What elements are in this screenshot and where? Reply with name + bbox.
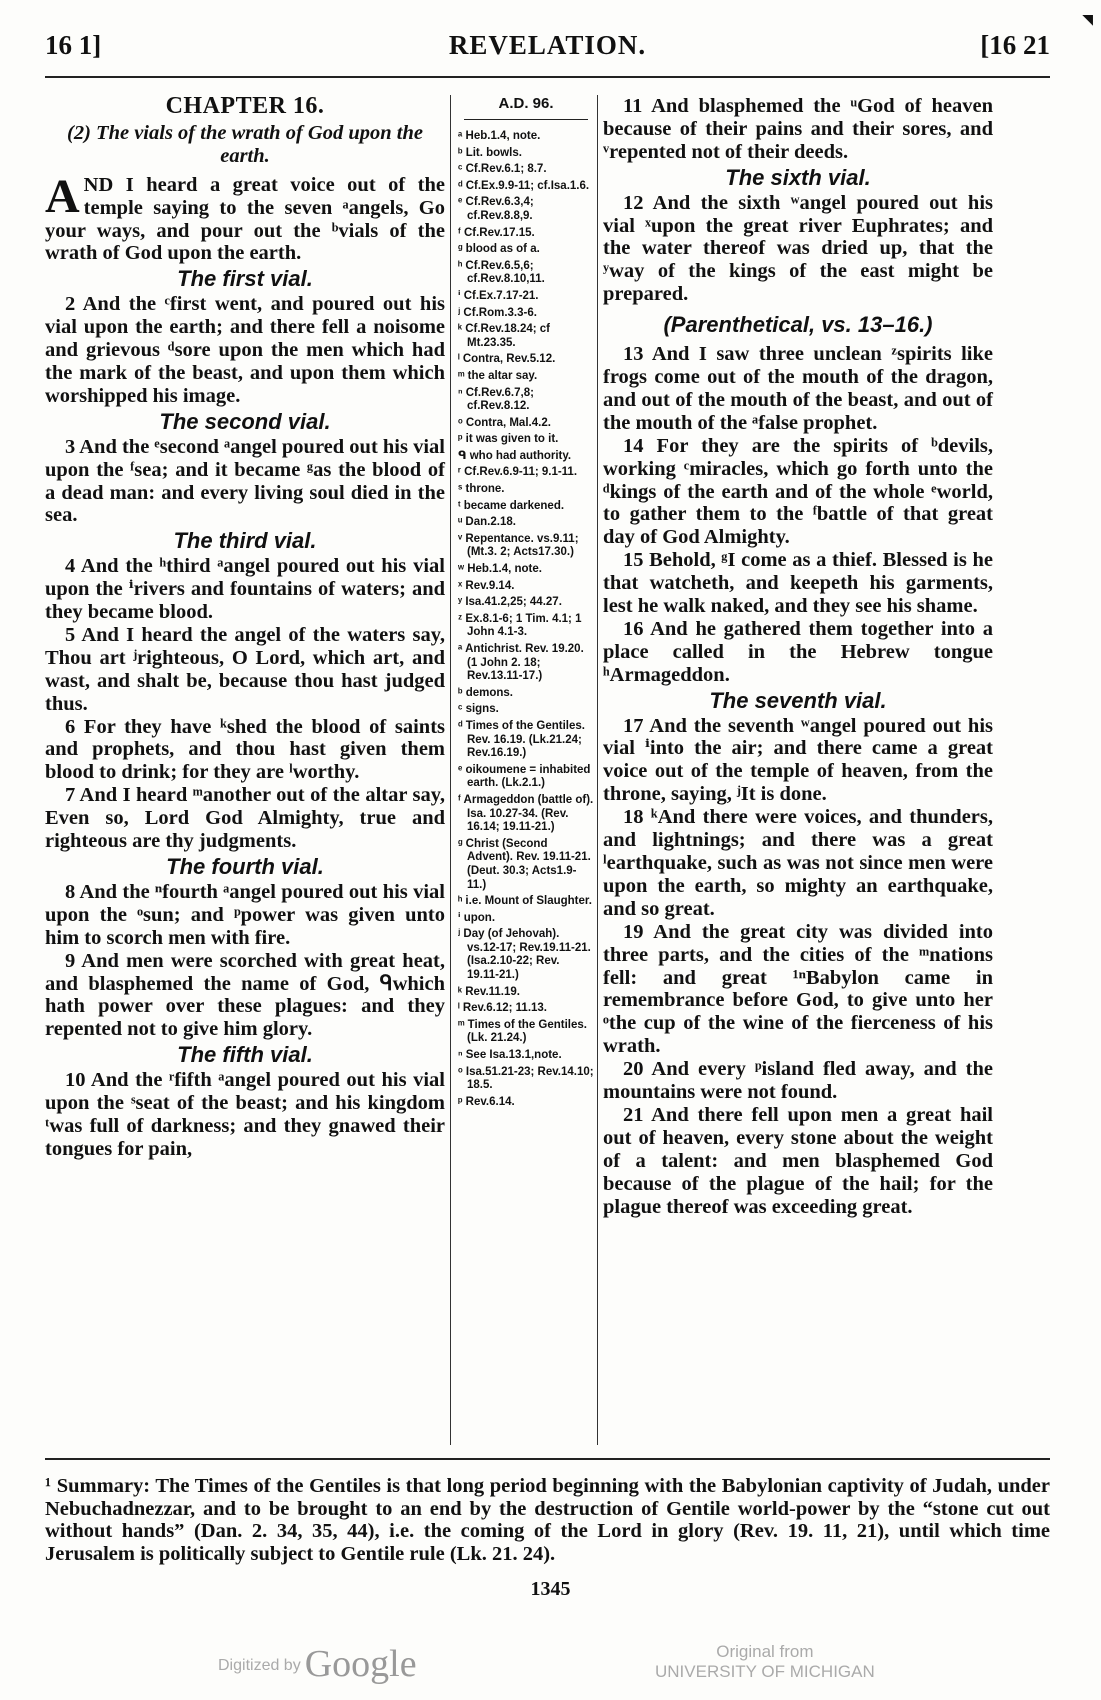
verse-16: 16 And he gathered them together into a place called in the Hebrew tongue ʰArmageddon. [603,617,993,686]
left-column [45,95,445,1161]
chapter-heading: CHAPTER 16. [165,93,325,119]
verse-7: 7 And I heard ᵐanother out of the altar say, Even so, Lord God Almighty, true and righteous are thy judgments. [45,784,445,853]
marginal-note: ᵘ Dan.2.18. [458,516,516,529]
marginal-notes [458,130,594,1109]
marginal-note: ˢ throne. [458,483,505,496]
page-number: 1345 [530,1578,571,1600]
verse-2: 2 And the ᶜfirst went, and poured out his vial upon the earth; and there fell a noisome and grievous ᵈsore upon the men which had the mark of the beast, and upon them which worshipped his image. [45,293,445,407]
heading-third-vial: The third vial. [173,528,317,554]
marginal-note: ᶜ Cf.Rev.6.1; 8.7. [458,163,547,176]
heading-sixth-vial: The sixth vial. [725,164,871,190]
marginal-note: ᵒ Isa.51.21-23; Rev.14.10; 18.5. [458,1065,594,1092]
marginal-note: ᵖ Rev.6.14. [458,1095,515,1108]
verse-18: 18 ᵏAnd there were voices, and thunders, and lightnings; and there was a great ˡearthquake, such as was not since men were upon the earth, so mighty an earthquake, and so great. [603,806,993,920]
marginal-note: ᶻ Ex.8.1-6; 1 Tim. 4.1; 1 John 4.1-3. [458,612,582,639]
marginal-note: ᵉ Cf.Rev.6.3,4; cf.Rev.8.8,9. [458,196,534,222]
date-rule [464,119,588,120]
marginal-note: ᶠ Armageddon (battle of). Isa. 10.27-34. (Rev. 16.14; 19.11-21.) [458,793,594,834]
digitized-watermark [218,1642,417,1686]
marginal-note: ⁱ Cf.Ex.7.17-21. [458,289,539,302]
marginal-note: ʷ Heb.1.4, note. [458,563,542,576]
verse-10: 10 And the ʳfifth ᵃangel poured out his vial upon the ˢseat of the beast; and his kingdom ᵗwas full of darkness; and they gnawed their tongues for pain, [45,1069,445,1160]
marginal-note: ʳ Cf.Rev.6.9-11; 9.1-11. [458,466,578,479]
marginal-note: ᵒ Contra, Mal.4.2. [458,416,551,429]
heading-seventh-vial: The seventh vial. [709,687,887,713]
heading-second-vial: The second vial. [159,408,331,434]
verse-13: 13 And I saw three unclean ᶻspirits like frogs come out of the mouth of the dragon, and out of the mouth of the beast, and out of the mouth of the ᵃfalse prophet. [603,343,993,434]
marginal-note: ᵐ Times of the Gentiles. (Lk. 21.24.) [458,1018,587,1045]
marginal-note: ˡ Rev.6.12; 11.13. [458,1002,548,1015]
heading-fifth-vial: The fifth vial. [177,1042,313,1068]
marginal-note: ᵍ Christ (Second Advent). Rev. 19.11-21. (Deut. 30.3; Acts1.9-11.) [458,837,591,891]
verse-21: 21 And there fell upon men a great hail out of heaven, every stone about the weight of a talent: and men blasphemed God because of the plague of the hail; for the plague thereof was exceeding great. [603,1103,993,1218]
verse-6: 6 For they have ᵏshed the blood of saints and prophets, and thou hast given them blood to drink; for they are ˡworthy. [45,715,445,784]
marginal-note: ˣ Rev.9.14. [458,579,515,592]
verse-20: 20 And every ᵖisland fled away, and the mountains were not found. [603,1058,993,1104]
verse-9: 9 And men were scorched with great heat, and blasphemed the name of God, ᑫwhich hath power over these plagues: and they repented not to give him glory. [45,949,445,1041]
corner-mark-icon: ◥ [1082,13,1093,28]
verse-4: 4 And the ʰthird ᵃangel poured out his vial upon the ⁱrivers and fountains of waters; and they became blood. [45,555,445,624]
marginal-note: ᵃ Antichrist. Rev. 19.20. (1 John 2. 18; Rev.13.11-17.) [458,643,584,683]
verse-5: 5 And I heard the angel of the waters say, Thou art ʲrighteous, O Lord, which art, and wast, and shalt be, because thou hast judged thus. [45,623,445,715]
marginal-note: ⁱ upon. [458,911,496,924]
verse-12: 12 And the sixth ʷangel poured out his vial ˣupon the great river Euphrates; and the water thereof was dried up, that the ʸway of the kings of the east might be prepared. [603,191,993,306]
footnote: ¹ Summary: The Times of the Gentiles is that long period beginning with the Babylonian captivity of Judah, under Nebuchadnezzar, and to be brought to an end by the destruction of Gentile world-power by the “stone cut out without hands” (Dan. 2. 34, 35, 44), i.e. the coming of the Lord in glory (Rev. 19. 11, 21), until which time Jerusalem is politically subject to Gentile rule (Lk. 21. 24). [45,1475,1050,1565]
reference-column [458,95,594,1112]
google-logo: Google [304,1643,417,1685]
marginal-note: ʰ Cf.Rev.6.5,6; cf.Rev.8.10,11. [458,259,545,286]
running-header [45,30,1050,70]
digitized-label: Digitized by [218,1657,301,1674]
marginal-note: ᶠ Cf.Rev.17.15. [458,226,535,239]
right-column [603,95,993,1219]
column-divider-right [597,95,598,1445]
header-title: REVELATION. [448,30,647,60]
marginal-note: ᵉ oikoumene = inhabited earth. (Lk.2.1.) [458,763,591,790]
marginal-note: ᵐ the altar say. [458,369,538,382]
marginal-note: ᵏ Rev.11.19. [458,985,520,998]
heading-parenthetical: (Parenthetical, vs. 13–16.) [663,312,933,338]
marginal-note: ⁿ Cf.Rev.6.7,8; cf.Rev.8.12. [458,386,534,413]
origin-line-1: Original from [716,1642,814,1661]
marginal-note: ᑫ who had authority. [458,449,572,462]
verse-1 [45,169,445,266]
marginal-note: ᵈ Cf.Ex.9.9-11; cf.Isa.1.6. [458,179,590,192]
verse-11: 11 And blasphemed the ᵘGod of heaven because of their pains and their sores, and ᵛrepented not of their deeds. [603,95,993,163]
marginal-note: ʰ i.e. Mount of Slaughter. [458,895,592,908]
marginal-note: ᶜ signs. [458,703,499,716]
chapter-subtitle: (2) The vials of the wrath of God upon the earth. [67,121,423,167]
marginal-note: ᵈ Times of the Gentiles. Rev. 16.19. (Lk.21.24; Rev.16.19.) [458,719,585,760]
marginal-note: ˡ Contra, Rev.5.12. [458,353,556,366]
verse-1-text: ND I heard a great voice out of the temple saying to the seven ᵃangels, Go your ways, and pour out the ᵇvials of the wrath of God upon the earth. [45,173,445,265]
verse-3: 3 And the ᵉsecond ᵃangel poured out his vial upon the ᶠsea; and it became ᵍas the blood of a dead man: and every living soul died in the sea. [45,435,445,527]
marginal-note: ʸ Isa.41.2,25; 44.27. [458,596,562,609]
date-label: A.D. 96. [498,95,554,112]
verse-19: 19 And the great city was divided into three parts, and the cities of the ᵐnations fell: and great ¹ⁿBabylon came in remembrance before God, to give unto her ᵒthe cup of the wine of the fierceness of his wrath. [603,920,993,1058]
header-right: [16 21 [980,30,1050,60]
verse-17: 17 And the seventh ʷangel poured out his vial ⁱinto the air; and there came a great voice out of the temple of heaven, from the throne, saying, ʲIt is done. [603,714,993,806]
marginal-note: ᵍ blood as of a. [458,243,540,256]
marginal-note: ᵏ Cf.Rev.18.24; cf Mt.23.35. [458,323,550,349]
heading-fourth-vial: The fourth vial. [166,854,324,879]
origin-line-2: UNIVERSITY OF MICHIGAN [655,1662,875,1681]
marginal-note: ⁿ See Isa.13.1,note. [458,1049,562,1062]
marginal-note: ʲ Day (of Jehovah). vs.12-17; Rev.19.11-21. (Isa.2.10-22; Rev. 19.11-21.) [458,928,591,982]
marginal-note: ᵛ Repentance. vs.9.11; (Mt.3. 2; Acts17.30.) [458,532,579,559]
marginal-note: ᵗ became darkened. [458,499,565,512]
header-left: 16 1] [45,30,102,60]
heading-first-vial: The first vial. [177,266,313,292]
drop-cap: A [45,169,80,223]
marginal-note: ᵃ Heb.1.4, note. [458,130,541,142]
verse-8: 8 And the ⁿfourth ᵃangel poured out his vial upon the ᵒsun; and ᵖpower was given unto him to scorch men with fire. [45,880,445,949]
origin-watermark [655,1642,875,1682]
verse-14: 14 For they are the spirits of ᵇdevils, working ᶜmiracles, which go forth unto the ᵈkings of the earth and of the whole ᵉworld, to gather them to the ᶠbattle of that great day of God Almighty. [603,434,993,549]
header-rule [45,76,1050,78]
marginal-note: ᵇ demons. [458,686,513,699]
marginal-note: ᵇ Lit. bowls. [458,146,522,159]
column-divider-left [450,95,451,1445]
marginal-note: ʲ Cf.Rom.3.3-6. [458,306,537,319]
marginal-note: ᵖ it was given to it. [458,433,559,446]
verse-15: 15 Behold, ᵍI come as a thief. Blessed is he that watcheth, and keepeth his garments, lest he walk naked, and they see his shame. [603,549,993,618]
footnote-rule [45,1458,1050,1460]
